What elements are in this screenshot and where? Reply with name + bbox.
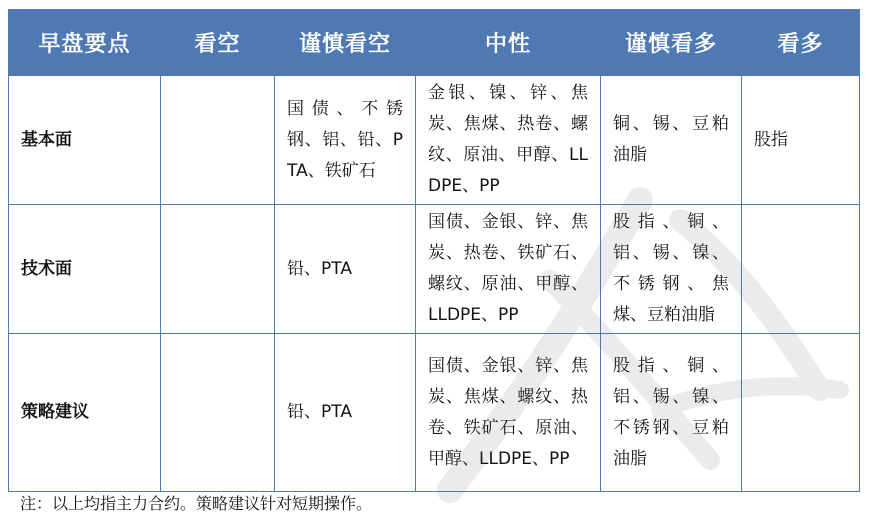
cell-cautious-bullish: 股指、铜、铝、锡、镍、不锈钢、豆粕油脂 — [601, 334, 742, 492]
cell-cautious-bullish: 铜、锡、豆粕油脂 — [601, 76, 742, 205]
cell-cautious-bearish: 铅、PTA — [275, 205, 416, 334]
cell-cautious-bearish: 铅、PTA — [275, 334, 416, 492]
header-cell-key-points: 早盘要点 — [9, 10, 161, 76]
cell-bearish — [161, 205, 275, 334]
cell-cautious-bullish: 股指、铜、铝、锡、镍、不锈钢、焦煤、豆粕油脂 — [601, 205, 742, 334]
table-row — [9, 334, 860, 492]
table-row — [9, 205, 860, 334]
cell-bullish: 股指 — [742, 76, 860, 205]
cell-neutral: 国债、金银、锌、焦炭、热卷、铁矿石、螺纹、原油、甲醇、LLDPE、PP — [416, 205, 601, 334]
cell-bullish — [742, 334, 860, 492]
row-label-strategy: 策略建议 — [9, 334, 161, 492]
header-cell-cautious-bullish: 谨慎看多 — [601, 10, 742, 76]
table-row — [9, 76, 860, 205]
header-cell-neutral: 中性 — [416, 10, 601, 76]
signal-table-container — [8, 9, 859, 492]
header-row — [9, 10, 860, 76]
cell-bearish — [161, 76, 275, 205]
cell-neutral: 国债、金银、锌、焦炭、焦煤、螺纹、热卷、铁矿石、原油、甲醇、LLDPE、PP — [416, 334, 601, 492]
row-label-technicals: 技术面 — [9, 205, 161, 334]
header-cell-cautious-bearish: 谨慎看空 — [275, 10, 416, 76]
cell-cautious-bearish: 国债、不锈钢、铝、铅、PTA、铁矿石 — [275, 76, 416, 205]
header-cell-bullish: 看多 — [742, 10, 860, 76]
row-label-fundamentals: 基本面 — [9, 76, 161, 205]
cell-neutral: 金银、镍、锌、焦炭、焦煤、热卷、螺纹、原油、甲醇、LLDPE、PP — [416, 76, 601, 205]
footnote: 注：以上均指主力合约。策略建议针对短期操作。 — [20, 494, 373, 513]
cell-bearish — [161, 334, 275, 492]
signal-table — [8, 9, 860, 492]
header-cell-bearish: 看空 — [161, 10, 275, 76]
cell-bullish — [742, 205, 860, 334]
